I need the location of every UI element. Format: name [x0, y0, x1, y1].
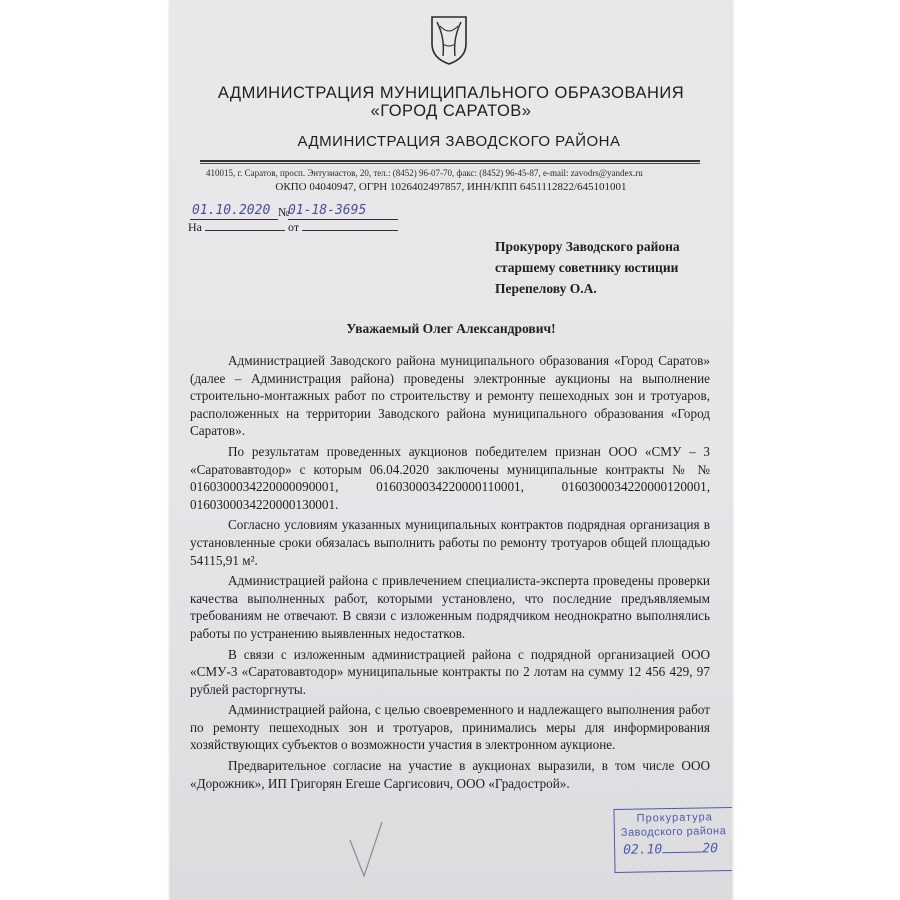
na-label: На: [188, 220, 202, 234]
addressee-block: [495, 236, 725, 299]
header-line-3: АДМИНИСТРАЦИЯ ЗАВОДСКОГО РАЙОНА: [297, 133, 621, 150]
number-sign: №: [278, 205, 290, 219]
stamp-line-2: Заводского района: [620, 825, 727, 839]
ot-label: от: [288, 220, 300, 234]
header-line-2: «ГОРОД САРАТОВ»: [370, 102, 532, 120]
paragraph: В связи с изложенным администрацией района с подрядной организацией ООО «СМУ-3 «Саратовавтодор» муниципальные контракты по 2 лотам на сумму 12 456 429, 97 рублей расторгнуты.: [190, 646, 710, 697]
header-divider-thick: [200, 160, 700, 162]
header-line-1: АДМИНИСТРАЦИЯ МУНИЦИПАЛЬНОГО ОБРАЗОВАНИЯ: [217, 84, 685, 102]
stamp-year: 20: [702, 841, 719, 857]
stamp-day: 02: [623, 842, 639, 858]
stamp-line-1: Прокуратура: [636, 811, 713, 825]
letter-body: [190, 352, 710, 795]
paragraph: Администрацией Заводского района муниципального образования «Город Саратов» (далее – Администрация района) проведены электронные аукционы на выполнение строительно-монтажных работ по строительству и ремонту пешеходных зон и тротуаров, расположенных на территории Заводского района муниципального образования «Город Саратов».: [190, 353, 710, 439]
paragraph: Администрацией района, с целью своевременного и надлежащего выполнения работ по ремонту пешеходных зон и тротуаров, принимались меры для информирования хозяйствующих субъектов о возможности участия в электронном аукционе.: [190, 702, 710, 753]
stamp-date: 02.10 20: [623, 841, 719, 858]
paragraph: Предварительное согласие на участие в аукционах выразили, в том числе ООО «Дорожник», ИП Григорян Егеше Саргисович, ООО «Градострой».: [190, 758, 710, 791]
contact-address: 410015, г. Саратов, просп. Энтузиастов, 20, тел.: (8452) 96-07-70, факс: (8452) 96-45-87, e-mail: zavodrs@yandex.ru: [206, 168, 643, 178]
addressee-line-1: Прокурору Заводского района: [495, 239, 680, 254]
outgoing-date: 01.10.2020: [192, 203, 271, 218]
saratov-coat-of-arms-icon: [429, 14, 469, 66]
addressee-line-3: Перепелову О.А.: [495, 281, 597, 296]
stamp-month: 10: [646, 842, 663, 858]
received-stamp: [613, 807, 732, 873]
document-page: [170, 0, 732, 900]
stamp-blank: [662, 851, 702, 853]
registry-codes: ОКПО 04040947, ОГРН 1026402497857, ИНН/КПП 6451112822/645101001: [275, 181, 627, 193]
paragraph: По результатам проведенных аукционов победителем признан ООО «СМУ – 3 «Саратовавтодор» с которым 06.04.2020 заключены муниципальные контракты № № 0160300034220000090001, 0160300034220000110001, 0160300034220000120001, 0160300034220000130001.: [190, 443, 710, 512]
na-blank: [205, 220, 285, 231]
outgoing-number: 01-18-3695: [288, 203, 367, 218]
check-mark-icon: [346, 820, 386, 880]
ot-blank: [302, 220, 398, 231]
reply-reference-line: [188, 220, 398, 235]
paragraph: Согласно условиям указанных муниципальных контрактов подрядная организация в установленные сроки обязалась выполнить работы по ремонту тротуаров общей площадью 54115,91 м².: [190, 517, 710, 568]
addressee-line-2: старшему советнику юстиции: [495, 260, 679, 275]
paragraph: Администрацией района с привлечением специалиста-эксперта проведены проверки качества выполненных работ, которыми установлено, что последние предъявляемым требованиям не отвечают. В связи с изложенным подрядчиком неоднократно выполнялись работы по устранению выявленных недостатков.: [190, 573, 710, 641]
salutation: Уважаемый Олег Александрович!: [346, 321, 556, 336]
header-divider-thin: [200, 163, 700, 164]
